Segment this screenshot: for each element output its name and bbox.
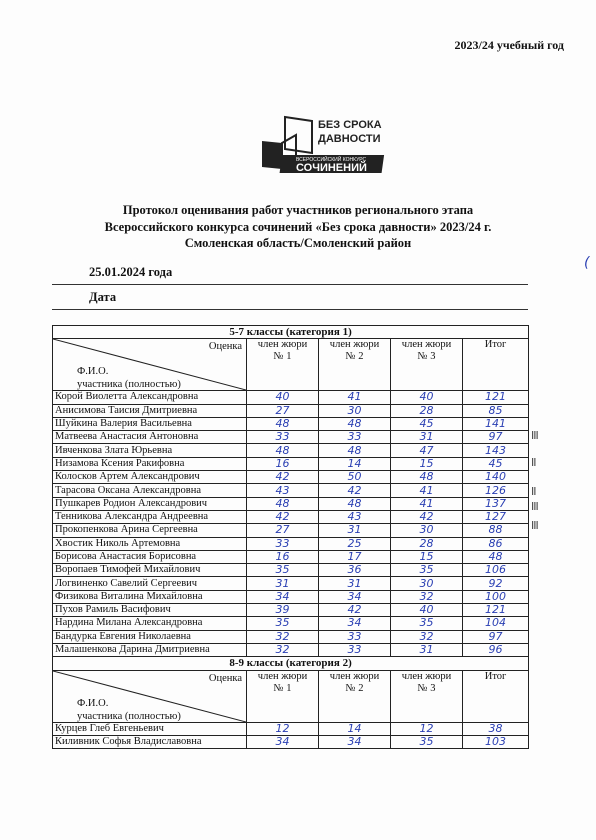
date-label: Дата [89,290,117,304]
participant-name: Шуйкина Валерия Васильевна [53,417,247,430]
jury-2-score: 30 [319,404,391,417]
participant-header: участника (полностью) [77,710,181,722]
total-score: 127 [463,510,529,523]
jury-3-score: 31 [391,643,463,656]
table-row [53,590,529,603]
jury-1-score: 40 [247,391,319,404]
svg-text:СОЧИНЕНИЙ: СОЧИНЕНИЙ [296,162,367,174]
total-score: 137 [463,497,529,510]
grade-header: Оценка [208,341,242,353]
total-score: 143 [463,444,529,457]
jury-2-score: 34 [319,735,391,748]
total-score: 97 [463,630,529,643]
jury-3-score: 30 [391,577,463,590]
table-row [53,457,529,470]
jury-1-score: 33 [247,431,319,444]
table-row [53,643,529,656]
svg-text:БЕЗ СРОКА: БЕЗ СРОКА [318,119,382,131]
jury-1-score: 16 [247,550,319,563]
jury-1-score: 48 [247,497,319,510]
jury-2-score: 41 [319,391,391,404]
participant-name: Колосков Артем Александрович [53,471,247,484]
jury-3-score: 32 [391,630,463,643]
jury-3-score: 42 [391,510,463,523]
jury-label: член жюри [257,339,308,351]
jury-1-score: 27 [247,524,319,537]
jury-1-score: 43 [247,484,319,497]
total-score: 100 [463,590,529,603]
jury-3-score: 15 [391,457,463,470]
participant-header: участника (полностью) [77,379,181,391]
participant-name: Хвостик Николь Артемовна [53,537,247,550]
jury-1-score: 39 [247,604,319,617]
jury-3-score: 41 [391,484,463,497]
jury-number: № 3 [417,682,436,694]
table-row [53,564,529,577]
jury-label: член жюри [329,339,380,351]
jury-1-score: 31 [247,577,319,590]
category-title: 5-7 классы (категория 1) [53,326,529,339]
total-score: 86 [463,537,529,550]
protocol-title [52,202,544,252]
jury-3-score: 40 [391,604,463,617]
table-row [53,404,529,417]
jury-3-score: 35 [391,617,463,630]
jury-1-header [247,339,319,391]
jury-1-score: 32 [247,630,319,643]
jury-1-score: 48 [247,417,319,430]
participant-name: Низамова Ксения Ракифовна [53,457,247,470]
jury-number: № 3 [417,351,436,363]
participant-name: Матвеева Анастасия Антоновна [53,431,247,444]
jury-2-score: 48 [319,497,391,510]
svg-text:ДАВНОСТИ: ДАВНОСТИ [318,133,381,145]
category-2-row [53,657,529,670]
total-score: 121 [463,604,529,617]
table-row [53,431,529,444]
jury-3-score: 15 [391,550,463,563]
date-underline [52,284,528,285]
participant-name: Тенникова Александра Андреевна [53,510,247,523]
jury-2-score: 36 [319,564,391,577]
total-score: 92 [463,577,529,590]
jury-1-score: 35 [247,564,319,577]
scores-table [52,325,529,749]
jury-1-score: 42 [247,510,319,523]
participant-name: Курцев Глеб Евгеньевич [53,722,247,735]
participant-name: Пухов Рамиль Васифович [53,604,247,617]
jury-2-score: 43 [319,510,391,523]
jury-2-score: 42 [319,604,391,617]
jury-label: член жюри [329,670,380,682]
jury-3-score: 35 [391,564,463,577]
participant-name: Логвиненко Савелий Сергеевич [53,577,247,590]
jury-1-header [247,670,319,722]
tally-mark: III [531,519,538,532]
participant-name: Ивченкова Злата Юрьевна [53,444,247,457]
table-row [53,617,529,630]
jury-number: № 2 [345,351,364,363]
grade-header: Оценка [208,672,242,684]
jury-1-score: 35 [247,617,319,630]
participant-name: Прокопенкова Арина Сергеевна [53,524,247,537]
jury-label: член жюри [401,339,452,351]
table-row [53,722,529,735]
tally-mark: III [531,500,538,513]
jury-3-score: 45 [391,417,463,430]
margin-bracket-mark: ( [584,255,590,271]
table-row [53,510,529,523]
participant-name: Пушкарев Родион Александрович [53,497,247,510]
total-score: 45 [463,457,529,470]
total-score: 126 [463,484,529,497]
jury-2-score: 14 [319,457,391,470]
participant-name: Воропаев Тимофей Михайлович [53,564,247,577]
jury-3-score: 47 [391,444,463,457]
jury-2-score: 33 [319,630,391,643]
participant-name: Киливник Софья Владиславовна [53,735,247,748]
jury-3-score: 41 [391,497,463,510]
jury-2-score: 17 [319,550,391,563]
total-score: 85 [463,404,529,417]
total-score: 97 [463,431,529,444]
protocol-line-1: Протокол оценивания работ участников регионального этапа [122,203,474,217]
jury-3-header [391,670,463,722]
total-score: 140 [463,471,529,484]
jury-1-score: 32 [247,643,319,656]
total-score: 106 [463,564,529,577]
total-score: 38 [463,722,529,735]
jury-3-header [391,339,463,391]
jury-2-score: 48 [319,444,391,457]
table-header-row [53,670,529,722]
jury-2-score: 31 [319,524,391,537]
table-row [53,391,529,404]
total-score: 103 [463,735,529,748]
jury-1-score: 48 [247,444,319,457]
category-1-row [53,326,529,339]
jury-label: член жюри [257,670,308,682]
jury-1-score: 33 [247,537,319,550]
jury-2-header [319,339,391,391]
protocol-line-2: Всероссийского конкурса сочинений «Без срока давности» 2023/24 г. [104,219,492,234]
table-row [53,604,529,617]
total-score: 121 [463,391,529,404]
jury-2-score: 50 [319,471,391,484]
jury-3-score: 48 [391,471,463,484]
jury-label: член жюри [401,670,452,682]
participant-name: Нардина Милана Александровна [53,617,247,630]
table-header-row [53,339,529,391]
tally-mark: II [531,485,536,498]
jury-1-score: 12 [247,722,319,735]
jury-number: № 2 [345,682,364,694]
academic-year: 2023/24 учебный год [454,38,564,52]
jury-3-score: 28 [391,404,463,417]
jury-3-score: 28 [391,537,463,550]
contest-logo [256,113,392,181]
jury-2-score: 33 [319,643,391,656]
table-row [53,484,529,497]
table-row [53,497,529,510]
table-row [53,537,529,550]
total-header: Итог [463,670,529,722]
jury-2-score: 33 [319,431,391,444]
jury-2-header [319,670,391,722]
jury-2-score: 48 [319,417,391,430]
table-row [53,417,529,430]
jury-2-score: 34 [319,617,391,630]
jury-3-score: 32 [391,590,463,603]
total-header: Итог [463,339,529,391]
participant-name: Борисова Анастасия Борисовна [53,550,247,563]
table-row [53,735,529,748]
jury-number: № 1 [273,682,292,694]
jury-2-score: 25 [319,537,391,550]
jury-2-score: 34 [319,590,391,603]
participant-name: Бандурка Евгения Николаевна [53,630,247,643]
participant-name: Тарасова Оксана Александровна [53,484,247,497]
total-score: 88 [463,524,529,537]
participant-name: Анисимова Таисия Дмитриевна [53,404,247,417]
tally-mark: III [531,429,538,442]
jury-3-score: 30 [391,524,463,537]
svg-text:ВСЕРОССИЙСКИЙ КОНКУРС: ВСЕРОССИЙСКИЙ КОНКУРС [296,157,367,163]
table-row [53,550,529,563]
date-label-underline [52,309,528,310]
category-title: 8-9 классы (категория 2) [53,657,529,670]
participant-name: Корой Виолетта Александровна [53,391,247,404]
table-row [53,524,529,537]
jury-number: № 1 [273,351,292,363]
jury-3-score: 40 [391,391,463,404]
table-row [53,471,529,484]
tally-mark: II [531,456,536,469]
table-row [53,577,529,590]
table-row [53,444,529,457]
protocol-line-3: Смоленская область/Смоленский район [184,236,412,250]
diagonal-header-cell [53,339,247,391]
jury-1-score: 16 [247,457,319,470]
jury-2-score: 42 [319,484,391,497]
fio-header: Ф.И.О. [77,366,109,378]
fio-header: Ф.И.О. [77,697,109,709]
jury-1-score: 34 [247,735,319,748]
participant-name: Физикова Виталина Михайловна [53,590,247,603]
diagonal-header-cell [53,670,247,722]
total-score: 141 [463,417,529,430]
jury-2-score: 31 [319,577,391,590]
participant-name: Малашенкова Дарина Дмитриевна [53,643,247,656]
jury-1-score: 34 [247,590,319,603]
jury-1-score: 27 [247,404,319,417]
total-score: 48 [463,550,529,563]
jury-3-score: 31 [391,431,463,444]
jury-2-score: 14 [319,722,391,735]
total-score: 96 [463,643,529,656]
total-score: 104 [463,617,529,630]
jury-3-score: 12 [391,722,463,735]
table-row [53,630,529,643]
jury-1-score: 42 [247,471,319,484]
evaluation-date: 25.01.2024 года [89,265,173,279]
jury-3-score: 35 [391,735,463,748]
